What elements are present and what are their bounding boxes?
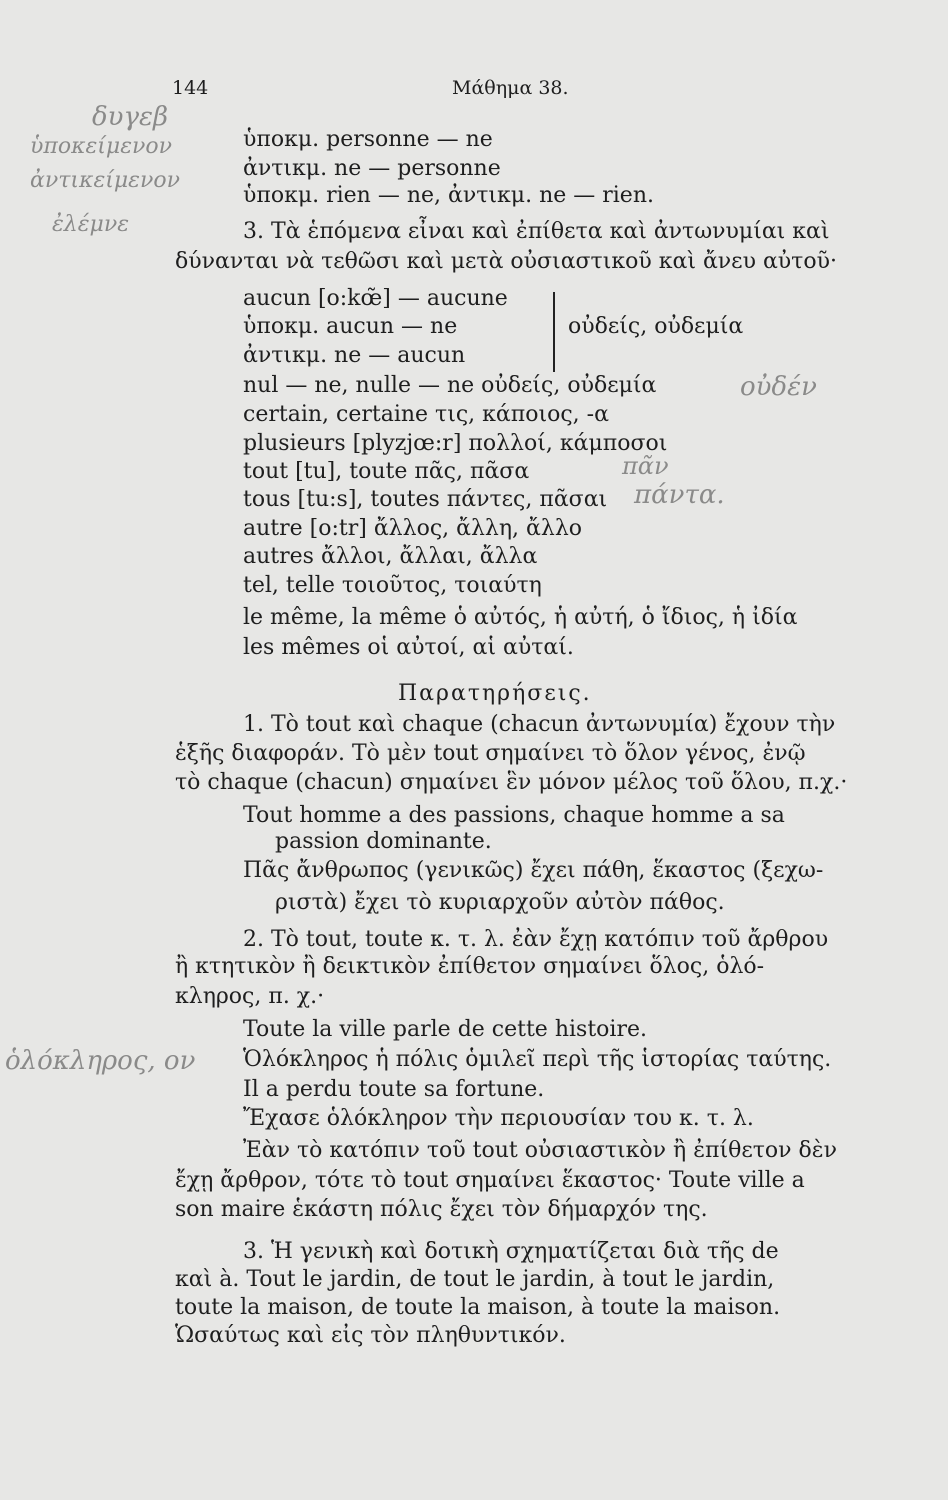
text-line: ὑποκμ. aucun — ne <box>243 314 458 339</box>
text-line: tous [tu:s], toutes πάντες, πᾶσαι <box>243 487 608 512</box>
page-title: Μάθημα 38. <box>452 77 569 99</box>
text-line: tout [tu], toute πᾶς, πᾶσα <box>243 459 530 484</box>
text-line: plusieurs [plyzjœ:r] πολλοί, κάμποσοι <box>243 431 668 456</box>
text-line: καὶ à. Tout le jardin, de tout le jardin, à tout le jardin, <box>175 1267 775 1292</box>
text-line: certain, certaine τις, κάποιος, -α <box>243 402 609 427</box>
handwritten-note: δυγεβ <box>92 102 168 132</box>
text-line: tel, telle τοιοῦτος, τοιαύτη <box>243 573 542 598</box>
handwritten-note: πᾶν <box>622 452 669 480</box>
text-line: ἔχῃ ἄρθρον, τότε τὸ tout σημαίνει ἕκαστος· Toute ville a <box>175 1168 805 1193</box>
text-line: ἢ κτητικὸν ἢ δεικτικὸν ἐπίθετον σημαίνει ὅλος, ὁλό- <box>175 954 765 979</box>
text-line: Ἔχασε ὁλόκληρον τὴν περιουσίαν του κ. τ. λ. <box>243 1106 754 1131</box>
text-line: autre [o:tr] ἄλλος, ἄλλη, ἄλλο <box>243 516 583 541</box>
text-line: ὑποκμ. rien — ne, ἀντικμ. ne — rien. <box>243 183 654 208</box>
text-line: 3. Τὰ ἑπόμενα εἶναι καὶ ἐπίθετα καὶ ἀντωνυμίαι καὶ <box>243 219 830 244</box>
text-line: τὸ chaque (chacun) σημαίνει ἓν μόνον μέλος τοῦ ὅλου, π.χ.· <box>175 770 848 795</box>
text-line: Πᾶς ἄνθρωπος (γενικῶς) ἔχει πάθη, ἕκαστος (ξεχω- <box>243 858 824 883</box>
page-number: 144 <box>172 77 209 99</box>
text-line: passion dominante. <box>275 829 492 854</box>
text-line: Ὁλόκληρος ἡ πόλις ὁμιλεῖ περὶ τῆς ἱστορίας ταύτης. <box>243 1047 832 1072</box>
text-line: Il a perdu toute sa fortune. <box>243 1077 545 1102</box>
brace <box>553 292 558 372</box>
text-line: toute la maison, de toute la maison, à toute la maison. <box>175 1295 781 1320</box>
text-line: nul — ne, nulle — ne οὐδείς, οὐδεμία <box>243 373 657 398</box>
text-line: 2. Τὸ tout, toute κ. τ. λ. ἐὰν ἔχῃ κατόπιν τοῦ ἄρθρου <box>243 927 829 952</box>
handwritten-note: ὑποκείμενον <box>30 134 173 159</box>
text-line: ἑξῆς διαφοράν. Τὸ μὲν tout σημαίνει τὸ ὅλον γένος, ἐνῷ <box>175 741 806 766</box>
text-line: ὑποκμ. personne — ne <box>243 127 493 152</box>
section-heading: Παρατηρήσεις. <box>398 681 592 706</box>
handwritten-note: ὁλόκληρος, ον <box>5 1046 196 1076</box>
handwritten-note: ἀντικείμενον <box>30 168 180 193</box>
handwritten-note: ἐλέμνε <box>52 212 130 237</box>
text-line: δύνανται νὰ τεθῶσι καὶ μετὰ οὐσιαστικοῦ καὶ ἄνευ αὐτοῦ· <box>175 249 837 274</box>
text-line: 3. Ἡ γενικὴ καὶ δοτικὴ σχηματίζεται διὰ τῆς de <box>243 1239 779 1264</box>
text-line: 1. Τὸ tout καὶ chaque (chacun ἀντωνυμία) ἔχουν τὴν <box>243 712 836 737</box>
text-line: ἀντικμ. ne — personne <box>243 156 501 181</box>
text-line: κληρος, π. χ.· <box>175 984 325 1009</box>
text-line: les mêmes οἱ αὐτοί, αἱ αὐταί. <box>243 635 574 660</box>
text-line: Ἐὰν τὸ κατόπιν τοῦ tout οὐσιαστικὸν ἢ ἐπίθετον δὲν <box>243 1138 837 1163</box>
text-line: son maire ἑκάστη πόλις ἔχει τὸν δήμαρχόν της. <box>175 1197 708 1222</box>
text-line: Tout homme a des passions, chaque homme a sa <box>243 803 785 828</box>
text-line: aucun [o:kœ̃] — aucune <box>243 286 508 311</box>
handwritten-note: πάντα. <box>634 480 725 510</box>
text-line: ριστὰ) ἔχει τὸ κυριαρχοῦν αὐτὸν πάθος. <box>275 890 725 915</box>
handwritten-note: οὐδέν <box>740 372 817 402</box>
text-line: le même, la même ὁ αὐτός, ἡ αὐτή, ὁ ἴδιος, ἡ ἰδία <box>243 605 798 630</box>
text-line: οὐδείς, οὐδεμία <box>568 314 744 339</box>
text-line: autres ἄλλοι, ἄλλαι, ἄλλα <box>243 544 538 569</box>
text-line: Toute la ville parle de cette histoire. <box>243 1017 647 1042</box>
text-line: Ὡσαύτως καὶ εἰς τὸν πληθυντικόν. <box>175 1323 566 1348</box>
text-line: ἀντικμ. ne — aucun <box>243 343 466 368</box>
